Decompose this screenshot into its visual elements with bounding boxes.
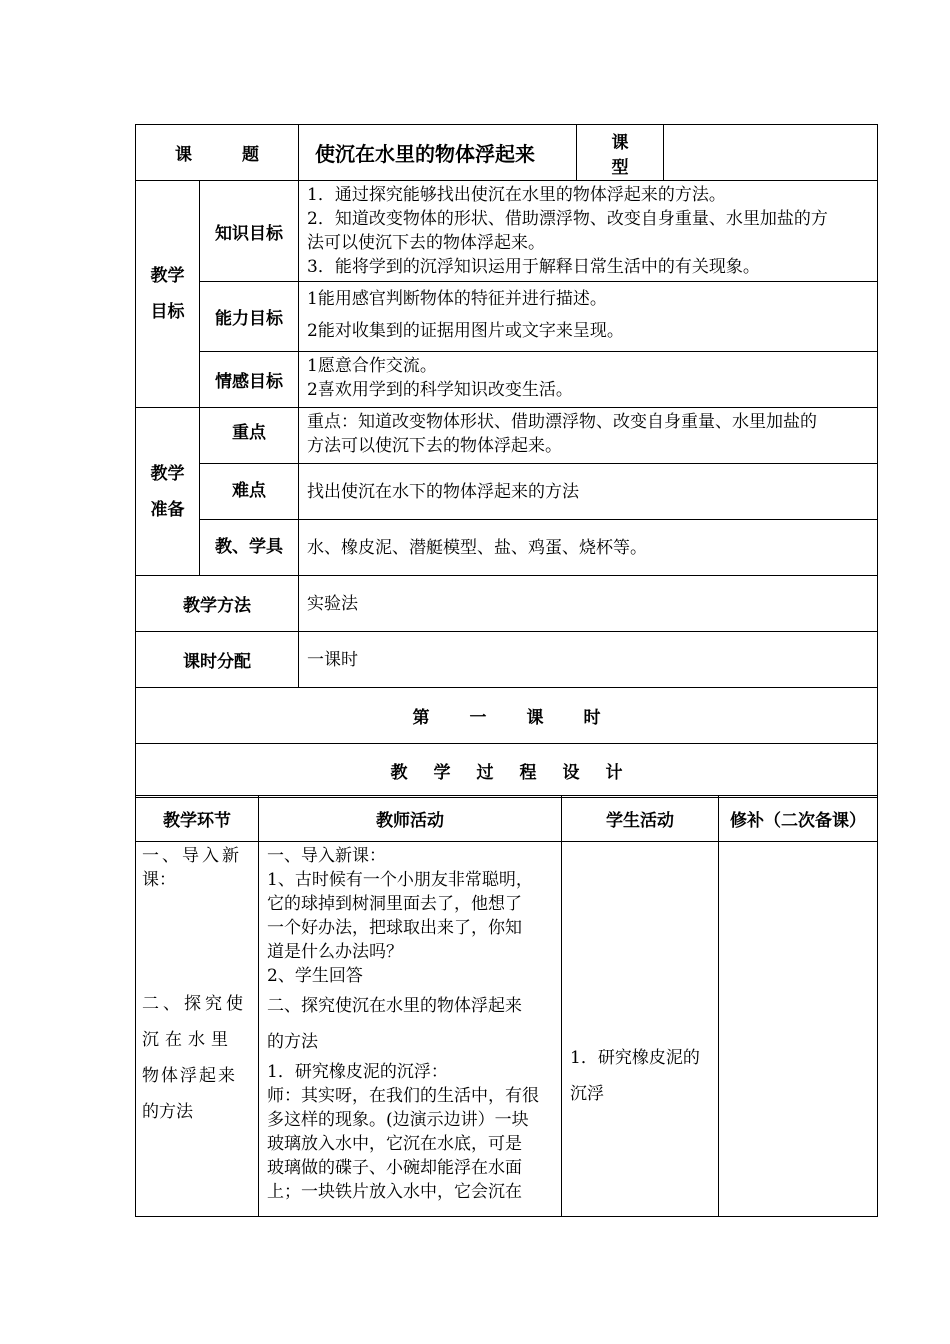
teacher-c-line-6: 上；一块铁片放入水中，它会沉在 — [267, 1182, 522, 1202]
teacher-activity-column — [259, 842, 562, 1217]
topic-title: 使沉在水里的物体浮起来 — [299, 125, 577, 181]
stage-part-1-line-1: 一、导入新 — [142, 846, 242, 866]
ability-objective-label: 能力目标 — [200, 282, 299, 352]
teacher-a-line-3: 它的球掉到树洞里面去了，他想了 — [267, 894, 522, 914]
header-teacher-activity: 教师活动 — [259, 796, 562, 842]
key-point-content — [299, 408, 878, 464]
knowledge-objective-label: 知识目标 — [200, 181, 299, 282]
lesson-info-table — [135, 124, 878, 798]
teacher-block-b — [267, 988, 553, 1060]
objectives-label-line1: 教学 — [150, 266, 185, 286]
emotion-objective-content — [299, 352, 878, 408]
header-stage: 教学环节 — [136, 796, 259, 842]
type-label: 课 型 — [577, 125, 664, 181]
student-activity-column — [562, 842, 719, 1217]
stage-part-1 — [142, 844, 252, 964]
preparation-label — [136, 408, 200, 576]
teacher-c-line-2: 师：其实呀，在我们的生活中，有很 — [267, 1086, 539, 1106]
stage-part-2 — [142, 986, 252, 1130]
difficulty-label: 难点 — [200, 464, 299, 520]
teacher-c-line-5: 玻璃做的碟子、小碗却能浮在水面 — [267, 1158, 522, 1178]
tools-content: 水、橡皮泥、潜艇模型、盐、鸡蛋、烧杯等。 — [299, 520, 878, 576]
method-content: 实验法 — [299, 576, 878, 632]
teacher-a-line-6: 2、学生回答 — [267, 966, 363, 986]
knowledge-objective-content — [299, 181, 878, 282]
teacher-c-line-3: 多这样的现象。(边演示边讲）一块 — [267, 1110, 529, 1130]
stage-part-2-line-3: 物体浮起来 — [142, 1066, 237, 1086]
stage-column — [136, 842, 259, 1217]
key-line-2: 方法可以使沉下去的物体浮起来。 — [307, 436, 563, 456]
teacher-a-line-1: 一、导入新课： — [267, 846, 386, 866]
teacher-b-line-2: 的方法 — [267, 1032, 318, 1052]
stage-part-2-line-2: 沉在水里 — [142, 1030, 234, 1050]
method-label: 教学方法 — [136, 576, 299, 632]
ability-line-1: 1能用感官判断物体的特征并进行描述。 — [307, 289, 607, 309]
ability-objective-content — [299, 282, 878, 352]
student-block — [570, 1040, 710, 1112]
emotion-line-1: 1愿意合作交流。 — [307, 356, 437, 376]
stage-part-2-line-4: 的方法 — [142, 1102, 193, 1122]
design-title: 教学过程设计 — [136, 744, 878, 798]
header-student-activity: 学生活动 — [562, 796, 719, 842]
topic-label: 课 题 — [136, 125, 299, 181]
teacher-a-line-5: 道是什么办法吗？ — [267, 942, 403, 962]
teacher-c-line-1: 1．研究橡皮泥的沉浮： — [267, 1062, 448, 1082]
knowledge-line-3: 法可以使沉下去的物体浮起来。 — [307, 233, 546, 253]
knowledge-line-4: 3．能将学到的沉浮知识运用于解释日常生活中的有关现象。 — [307, 257, 760, 277]
teacher-a-line-2: 1、古时候有一个小朋友非常聪明， — [267, 870, 533, 890]
allocation-label: 课时分配 — [136, 632, 299, 688]
revision-column — [719, 842, 878, 1217]
objectives-label-line2: 目标 — [150, 302, 185, 322]
teaching-process-table — [135, 795, 878, 1217]
tools-label: 教、学具 — [200, 520, 299, 576]
stage-part-2-line-1: 二、探究使 — [142, 994, 247, 1014]
key-point-label: 重点 — [200, 408, 299, 464]
teacher-block-c — [267, 1060, 553, 1204]
ability-line-2: 2能对收集到的证据用图片或文字来呈现。 — [307, 321, 624, 341]
difficulty-content: 找出使沉在水下的物体浮起来的方法 — [299, 464, 878, 520]
allocation-content: 一课时 — [299, 632, 878, 688]
header-revision: 修补（二次备课） — [719, 796, 878, 842]
preparation-label-line1: 教学 — [150, 463, 185, 484]
teacher-b-line-1: 二、探究使沉在水里的物体浮起来 — [267, 996, 522, 1016]
student-line-1: 1．研究橡皮泥的 — [570, 1048, 700, 1068]
emotion-objective-label: 情感目标 — [200, 352, 299, 408]
knowledge-line-2: 2．知道改变物体的形状、借助漂浮物、改变自身重量、水里加盐的方 — [307, 209, 828, 229]
preparation-label-line2: 准备 — [150, 499, 185, 520]
objectives-label — [136, 181, 200, 408]
knowledge-line-1: 1．通过探究能够找出使沉在水里的物体浮起来的方法。 — [307, 185, 726, 205]
student-line-2: 沉浮 — [570, 1084, 604, 1104]
key-line-1: 重点：知道改变物体形状、借助漂浮物、改变自身重量、水里加盐的 — [307, 412, 818, 432]
teacher-c-line-4: 玻璃放入水中，它沉在水底，可是 — [267, 1134, 522, 1154]
type-value — [664, 125, 878, 181]
stage-part-1-line-2: 课： — [142, 870, 176, 890]
session-title: 第一课时 — [136, 688, 878, 744]
teacher-block-a — [267, 844, 553, 988]
emotion-line-2: 2喜欢用学到的科学知识改变生活。 — [307, 380, 573, 400]
teacher-a-line-4: 一个好办法，把球取出来了，你知 — [267, 918, 522, 938]
